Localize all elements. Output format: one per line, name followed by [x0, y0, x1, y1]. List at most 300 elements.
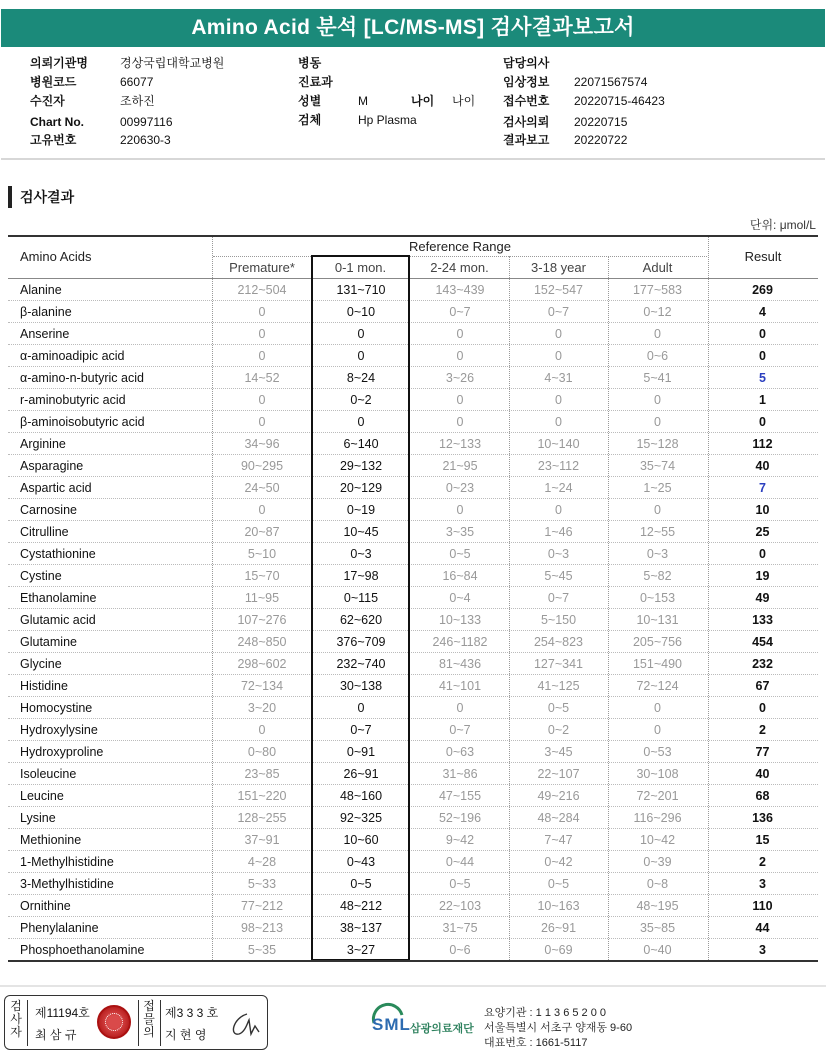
amino-acid-name: Glutamine — [20, 635, 77, 649]
amino-acid-name: Histidine — [20, 679, 68, 693]
range-3-18-year: 0 — [555, 503, 562, 517]
range-premature: 23~85 — [244, 767, 280, 781]
range-3-18-year: 0~5 — [547, 701, 570, 715]
report-label: 결과보고 — [503, 133, 550, 147]
range-3-18-year: 0~69 — [544, 943, 573, 957]
subcol-2-24-mon: 2-24 mon. — [430, 260, 489, 275]
result-value: 4 — [759, 305, 766, 319]
range-3-18-year: 127~341 — [533, 657, 583, 671]
address: 서울특별시 서초구 양재동 9-60 — [484, 1022, 633, 1034]
table-row — [8, 587, 818, 609]
amino-acid-name: Ornithine — [20, 899, 71, 913]
table-row — [8, 763, 818, 785]
range-adult: 0~8 — [646, 877, 669, 891]
amino-acid-name: Hydroxyproline — [20, 745, 104, 759]
specimen-label: 검체 — [298, 113, 322, 127]
tester-vertical-label — [9, 1000, 23, 1039]
range-2-24-mon: 0~5 — [449, 877, 471, 891]
unique-value: 220630-3 — [120, 133, 171, 147]
range-adult: 116~296 — [633, 811, 682, 825]
range-2-24-mon: 0~7 — [449, 305, 471, 319]
range-3-18-year: 49~216 — [537, 789, 580, 803]
range-adult: 0 — [654, 415, 661, 429]
range-2-24-mon: 12~133 — [438, 437, 482, 451]
amino-acid-name: α-aminoadipic acid — [20, 349, 125, 363]
receipt-value: 20220715-46423 — [574, 94, 665, 108]
table-row — [8, 697, 818, 719]
range-adult: 0 — [654, 723, 661, 737]
amino-acid-name: Alanine — [20, 283, 62, 297]
footer — [0, 985, 826, 1058]
range-0-1-mon: 0~43 — [346, 855, 376, 869]
range-0-1-mon: 0~10 — [346, 305, 376, 319]
col-header-result: Result — [744, 249, 782, 264]
request-value: 20220715 — [574, 115, 628, 129]
tester-char: 자 — [10, 1025, 22, 1039]
range-adult: 1~25 — [643, 481, 672, 495]
age-value: 나이 — [452, 94, 476, 108]
range-premature: 0 — [258, 415, 266, 429]
range-premature: 128~255 — [237, 811, 287, 825]
range-3-18-year: 22~107 — [537, 767, 580, 781]
tester-license: 제11194호 — [35, 1006, 90, 1020]
range-3-18-year: 41~125 — [537, 679, 580, 693]
range-2-24-mon: 41~101 — [438, 679, 482, 693]
result-value: 0 — [759, 547, 766, 561]
range-0-1-mon: 38~137 — [339, 921, 383, 935]
table-row — [8, 433, 818, 455]
result-value: 40 — [755, 767, 770, 781]
range-3-18-year: 1~46 — [544, 525, 573, 539]
range-2-24-mon: 0 — [456, 701, 464, 715]
subcol-adult: Adult — [642, 260, 673, 275]
table-row — [8, 653, 818, 675]
amino-acid-name: Cystathionine — [20, 547, 96, 561]
range-3-18-year: 10~163 — [537, 899, 580, 913]
range-0-1-mon: 0 — [357, 415, 365, 429]
range-premature: 212~504 — [237, 283, 287, 297]
range-premature: 0 — [258, 723, 266, 737]
range-3-18-year: 0 — [555, 327, 562, 341]
table-row — [8, 851, 818, 873]
institution-code: 요양기관 : 1 1 3 6 5 2 0 0 — [484, 1007, 607, 1019]
range-premature: 11~95 — [244, 591, 280, 605]
range-2-24-mon: 0~5 — [449, 547, 471, 561]
range-3-18-year: 0~7 — [547, 591, 570, 605]
range-0-1-mon: 0~2 — [350, 393, 372, 407]
amino-acid-name: Methionine — [20, 833, 82, 847]
amino-acid-name: Anserine — [20, 327, 70, 341]
range-0-1-mon: 29~132 — [339, 459, 383, 473]
range-2-24-mon: 3~26 — [445, 371, 475, 385]
clinical-value: 22071567574 — [574, 75, 648, 89]
amino-acid-name: Phenylalanine — [20, 921, 99, 935]
range-adult: 12~55 — [639, 525, 676, 539]
confirm-license: 제3 3 3 호 — [165, 1006, 219, 1020]
table-row — [8, 675, 818, 697]
table-row — [8, 741, 818, 763]
col-header-reference: Reference Range — [409, 239, 511, 254]
signature-separator — [27, 1000, 28, 1046]
range-0-1-mon: 48~212 — [339, 899, 383, 913]
sex-label: 성별 — [298, 94, 322, 108]
seal-stamp-icon — [97, 1005, 131, 1039]
range-2-24-mon: 31~75 — [442, 921, 478, 935]
result-value: 25 — [755, 525, 770, 539]
range-2-24-mon: 0~6 — [449, 943, 471, 957]
range-2-24-mon: 0 — [456, 503, 464, 517]
range-0-1-mon: 0 — [357, 349, 365, 363]
range-0-1-mon: 10~60 — [343, 833, 379, 847]
range-3-18-year: 0~5 — [547, 877, 570, 891]
result-value: 133 — [752, 613, 773, 627]
range-premature: 77~212 — [240, 899, 284, 913]
range-2-24-mon: 143~439 — [435, 283, 485, 297]
range-2-24-mon: 16~84 — [442, 569, 478, 583]
table-row — [8, 455, 818, 477]
range-2-24-mon: 0 — [456, 327, 464, 341]
amino-acid-name: Lysine — [20, 811, 56, 825]
patient-value: 조하진 — [120, 94, 155, 108]
range-adult: 0 — [654, 701, 661, 715]
ref-header-divider — [213, 256, 707, 257]
range-0-1-mon: 131~710 — [336, 283, 386, 297]
amino-acid-name: Glycine — [20, 657, 62, 671]
confirm-char: 의 — [143, 1025, 155, 1039]
range-adult: 177~583 — [632, 283, 682, 297]
patient-info-panel — [1, 48, 825, 160]
highlight-0-1-mon-column — [311, 255, 410, 961]
result-value: 68 — [755, 789, 770, 803]
request-label: 검사의뢰 — [503, 115, 550, 129]
result-value: 10 — [755, 503, 770, 517]
result-value: 5 — [759, 371, 766, 385]
amino-acid-name: 3-Methylhistidine — [20, 877, 114, 891]
table-row — [8, 345, 818, 367]
range-premature: 0 — [258, 305, 266, 319]
range-premature: 90~295 — [240, 459, 284, 473]
unique-label: 고유번호 — [30, 133, 77, 147]
range-2-24-mon: 246~1182 — [432, 635, 488, 649]
table-row — [8, 807, 818, 829]
range-2-24-mon: 10~133 — [438, 613, 482, 627]
range-2-24-mon: 9~42 — [445, 833, 475, 847]
range-3-18-year: 0 — [555, 415, 562, 429]
range-adult: 0~153 — [639, 591, 676, 605]
unit-label: 단위: μmol/L — [749, 218, 816, 232]
range-0-1-mon: 0~115 — [343, 591, 379, 605]
subcol-0-1-mon: 0-1 mon. — [334, 260, 387, 275]
range-2-24-mon: 81~436 — [438, 657, 482, 671]
range-0-1-mon: 20~129 — [339, 481, 383, 495]
result-value: 2 — [759, 723, 766, 737]
table-row — [8, 543, 818, 565]
range-0-1-mon: 0~3 — [350, 547, 372, 561]
amino-acid-name: r-aminobutyric acid — [20, 393, 126, 407]
hospital-code-label: 병원코드 — [30, 75, 77, 89]
result-value: 2 — [759, 855, 766, 869]
range-adult: 0~40 — [643, 943, 672, 957]
result-value: 232 — [752, 657, 773, 671]
range-2-24-mon: 0~4 — [449, 591, 471, 605]
range-premature: 24~50 — [244, 481, 280, 495]
result-value: 269 — [752, 283, 773, 297]
amino-acid-name: Carnosine — [20, 503, 77, 517]
range-0-1-mon: 0~7 — [350, 723, 372, 737]
range-0-1-mon: 0 — [357, 701, 365, 715]
result-value: 40 — [755, 459, 770, 473]
table-row — [8, 301, 818, 323]
range-adult: 30~108 — [636, 767, 679, 781]
result-value: 44 — [755, 921, 770, 935]
table-row — [8, 631, 818, 653]
range-3-18-year: 3~45 — [544, 745, 573, 759]
result-value: 0 — [759, 415, 766, 429]
range-3-18-year: 4~31 — [544, 371, 573, 385]
range-2-24-mon: 0~7 — [449, 723, 471, 737]
range-adult: 0~39 — [643, 855, 672, 869]
range-adult: 0~6 — [646, 349, 669, 363]
report-value: 20220722 — [574, 133, 628, 147]
tester-char: 검 — [10, 999, 22, 1013]
amino-acid-name: Homocystine — [20, 701, 93, 715]
range-premature: 20~87 — [244, 525, 280, 539]
range-0-1-mon: 17~98 — [343, 569, 379, 583]
amino-acid-name: Hydroxylysine — [20, 723, 98, 737]
range-premature: 0 — [258, 393, 266, 407]
range-2-24-mon: 0~23 — [445, 481, 475, 495]
range-adult: 0~53 — [643, 745, 672, 759]
table-bottom-border — [8, 960, 818, 962]
subcol-3-18-year: 3-18 year — [531, 260, 586, 275]
age-label: 나이 — [411, 94, 435, 108]
dept-label: 진료과 — [298, 75, 333, 89]
amino-acid-name: α-amino-n-butyric acid — [20, 371, 144, 385]
chart-value: 00997116 — [120, 115, 173, 129]
logo-text: SML — [372, 1015, 411, 1034]
range-adult: 205~756 — [632, 635, 682, 649]
table-row — [8, 895, 818, 917]
result-value: 1 — [759, 393, 766, 407]
range-2-24-mon: 31~86 — [442, 767, 478, 781]
result-value: 0 — [759, 701, 766, 715]
table-row — [8, 279, 818, 301]
table-top-border — [8, 235, 818, 237]
result-value: 0 — [759, 349, 766, 363]
range-premature: 0~80 — [247, 745, 277, 759]
logo-org-name: 삼광의료재단 — [410, 1023, 474, 1035]
result-value: 112 — [752, 437, 773, 451]
range-2-24-mon: 22~103 — [438, 899, 482, 913]
range-2-24-mon: 52~196 — [438, 811, 482, 825]
sex-value: M — [358, 94, 368, 108]
table-row — [8, 477, 818, 499]
range-2-24-mon: 21~95 — [442, 459, 478, 473]
range-3-18-year: 0~42 — [544, 855, 573, 869]
amino-acid-name: β-alanine — [20, 305, 72, 319]
table-row — [8, 829, 818, 851]
range-3-18-year: 23~112 — [537, 459, 580, 473]
range-2-24-mon: 0~44 — [445, 855, 475, 869]
range-adult: 10~131 — [636, 613, 679, 627]
ward-label: 병동 — [298, 56, 322, 70]
table-row — [8, 785, 818, 807]
range-3-18-year: 152~547 — [533, 283, 583, 297]
range-adult: 0~12 — [643, 305, 672, 319]
amino-acid-name: Isoleucine — [20, 767, 77, 781]
range-2-24-mon: 0~63 — [445, 745, 475, 759]
result-value: 15 — [755, 833, 770, 847]
range-adult: 5~82 — [643, 569, 672, 583]
range-3-18-year: 0 — [555, 349, 562, 363]
range-premature: 5~10 — [247, 547, 277, 561]
range-0-1-mon: 6~140 — [343, 437, 379, 451]
receipt-label: 접수번호 — [503, 94, 550, 108]
range-adult: 35~85 — [639, 921, 676, 935]
confirm-char: 접 — [143, 999, 155, 1013]
range-0-1-mon: 232~740 — [336, 657, 386, 671]
range-premature: 107~276 — [237, 613, 287, 627]
patient-label: 수진자 — [30, 94, 65, 108]
table-row — [8, 411, 818, 433]
range-0-1-mon: 8~24 — [346, 371, 376, 385]
range-0-1-mon: 62~620 — [339, 613, 383, 627]
range-0-1-mon: 0 — [357, 327, 365, 341]
amino-acid-name: β-aminoisobutyric acid — [20, 415, 145, 429]
signature-separator — [160, 1000, 161, 1046]
range-adult: 0 — [654, 393, 661, 407]
range-2-24-mon: 3~35 — [445, 525, 475, 539]
clinical-label: 임상정보 — [503, 75, 550, 89]
hospital-code-value: 66077 — [120, 75, 154, 89]
range-adult: 10~42 — [639, 833, 676, 847]
range-adult: 151~490 — [632, 657, 682, 671]
result-value: 3 — [759, 943, 766, 957]
range-0-1-mon: 10~45 — [343, 525, 379, 539]
range-3-18-year: 0~2 — [547, 723, 570, 737]
table-row — [8, 565, 818, 587]
table-row — [8, 367, 818, 389]
result-value: 136 — [752, 811, 773, 825]
range-premature: 3~20 — [247, 701, 277, 715]
range-premature: 37~91 — [244, 833, 280, 847]
range-3-18-year: 26~91 — [540, 921, 577, 935]
range-0-1-mon: 0~19 — [346, 503, 376, 517]
table-row — [8, 939, 818, 961]
result-value: 49 — [755, 591, 770, 605]
amino-acid-name: 1-Methylhistidine — [20, 855, 114, 869]
range-0-1-mon: 92~325 — [339, 811, 383, 825]
range-2-24-mon: 0 — [456, 349, 464, 363]
range-3-18-year: 5~45 — [544, 569, 573, 583]
result-value: 3 — [759, 877, 766, 891]
result-value: 77 — [755, 745, 770, 759]
range-3-18-year: 5~150 — [540, 613, 577, 627]
range-2-24-mon: 0 — [456, 415, 464, 429]
confirm-char: 믈 — [143, 1012, 155, 1026]
range-premature: 5~33 — [247, 877, 277, 891]
specimen-value: Hp Plasma — [358, 113, 417, 127]
range-3-18-year: 10~140 — [537, 437, 580, 451]
signature-separator — [138, 1000, 139, 1046]
tester-name: 최 삼 규 — [35, 1028, 77, 1042]
amino-acid-name: Cystine — [20, 569, 62, 583]
range-premature: 14~52 — [244, 371, 280, 385]
confirm-name: 지 현 영 — [165, 1028, 207, 1042]
amino-acid-name: Aspartic acid — [20, 481, 92, 495]
range-3-18-year: 1~24 — [544, 481, 573, 495]
range-premature: 0 — [258, 349, 266, 363]
table-row — [8, 719, 818, 741]
phone: 대표번호 : 1661-5117 — [484, 1037, 588, 1049]
table-row — [8, 521, 818, 543]
range-premature: 0 — [258, 327, 266, 341]
result-value: 19 — [755, 569, 770, 583]
section-title: 검사결과 — [8, 186, 74, 208]
range-2-24-mon: 0 — [456, 393, 464, 407]
col-header-amino: Amino Acids — [20, 249, 92, 264]
range-premature: 34~96 — [244, 437, 280, 451]
range-3-18-year: 0 — [555, 393, 562, 407]
range-0-1-mon: 26~91 — [343, 767, 379, 781]
institution-label: 의뢰기관명 — [30, 56, 88, 70]
signature-box — [4, 995, 268, 1050]
table-row — [8, 917, 818, 939]
range-3-18-year: 7~47 — [544, 833, 573, 847]
range-0-1-mon: 48~160 — [339, 789, 383, 803]
range-adult: 0 — [654, 327, 661, 341]
range-adult: 15~128 — [636, 437, 679, 451]
doctor-label: 담당의사 — [503, 56, 550, 70]
amino-acid-name: Arginine — [20, 437, 66, 451]
table-row — [8, 323, 818, 345]
amino-acid-name: Glutamic acid — [20, 613, 96, 627]
range-3-18-year: 0~7 — [547, 305, 570, 319]
range-premature: 298~602 — [237, 657, 287, 671]
table-row — [8, 873, 818, 895]
amino-acid-name: Asparagine — [20, 459, 84, 473]
range-adult: 5~41 — [643, 371, 672, 385]
range-0-1-mon: 30~138 — [339, 679, 383, 693]
table-row — [8, 389, 818, 411]
range-0-1-mon: 3~27 — [346, 943, 376, 957]
range-premature: 98~213 — [240, 921, 284, 935]
result-value: 67 — [755, 679, 770, 693]
amino-acid-name: Leucine — [20, 789, 64, 803]
result-value: 454 — [752, 635, 773, 649]
amino-acid-name: Phosphoethanolamine — [20, 943, 145, 957]
range-adult: 0~3 — [646, 547, 669, 561]
range-3-18-year: 254~823 — [533, 635, 583, 649]
result-value: 0 — [759, 327, 766, 341]
range-adult: 72~201 — [636, 789, 679, 803]
range-3-18-year: 0~3 — [547, 547, 570, 561]
range-2-24-mon: 47~155 — [438, 789, 482, 803]
range-premature: 151~220 — [237, 789, 287, 803]
range-0-1-mon: 0~91 — [346, 745, 376, 759]
handwritten-signature-icon — [227, 1010, 263, 1040]
range-adult: 35~74 — [639, 459, 676, 473]
range-3-18-year: 48~284 — [537, 811, 580, 825]
confirm-vertical-label — [142, 1000, 156, 1039]
range-premature: 5~35 — [247, 943, 277, 957]
range-0-1-mon: 0~5 — [350, 877, 372, 891]
result-value: 7 — [759, 481, 766, 495]
range-premature: 0 — [258, 503, 266, 517]
range-premature: 248~850 — [237, 635, 287, 649]
amino-acid-name: Citrulline — [20, 525, 69, 539]
chart-label: Chart No. — [30, 115, 84, 129]
